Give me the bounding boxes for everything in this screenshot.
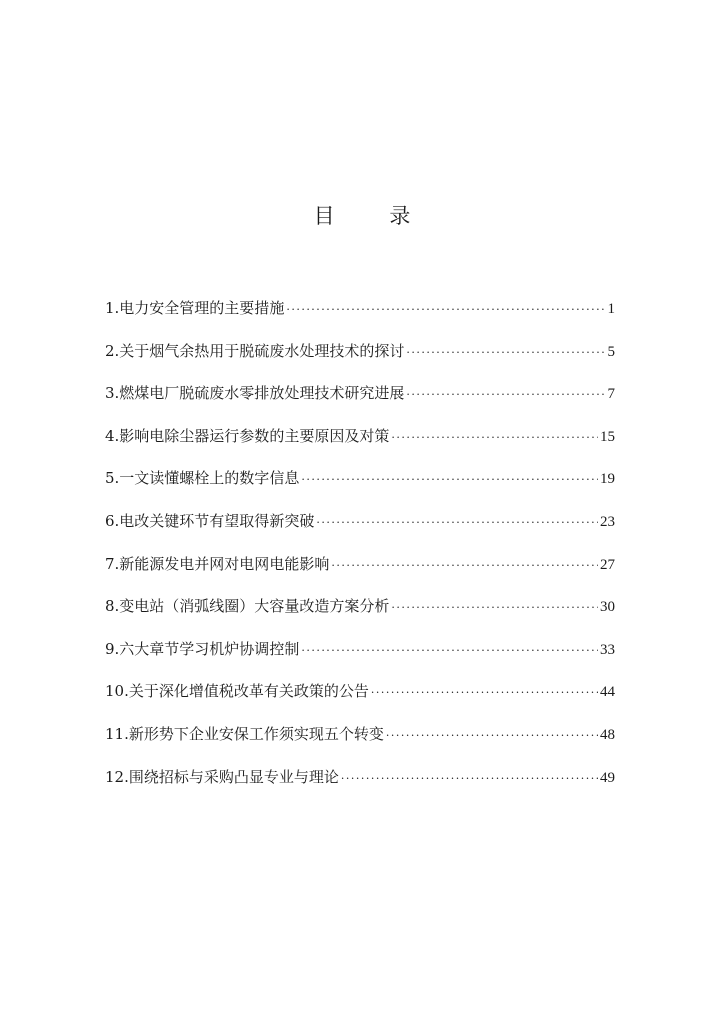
toc-page-number: 19: [600, 471, 615, 488]
toc-entry[interactable]: [105, 679, 615, 722]
toc-entry-title: 9.六大章节学习机炉协调控制: [105, 639, 300, 658]
toc-entry[interactable]: [105, 722, 615, 765]
toc-page-number: 23: [600, 513, 615, 530]
toc-entry[interactable]: [105, 765, 615, 808]
toc-page-number: 30: [600, 599, 615, 616]
toc-page-number: 49: [600, 769, 615, 786]
toc-entry-title: 11.新形势下企业安保工作须实现五个转变: [105, 724, 384, 743]
toc-dot-leader: [386, 724, 598, 748]
toc-dot-leader: [331, 554, 598, 578]
toc-entry-title: 1.电力安全管理的主要措施: [105, 299, 285, 317]
toc-entry[interactable]: [105, 552, 615, 595]
toc-dot-leader: [301, 468, 598, 492]
toc-entry-title: 10.关于深化增值税改革有关政策的公告: [105, 682, 369, 701]
toc-entry[interactable]: [105, 466, 615, 509]
toc-page-number: 44: [600, 684, 615, 701]
toc-dot-leader: [301, 639, 598, 663]
toc-dot-leader: [391, 426, 598, 450]
toc-dot-leader: [406, 341, 605, 365]
toc-entry-title: 6.电改关键环节有望取得新突破: [105, 511, 315, 530]
toc-dot-leader: [391, 596, 598, 620]
toc-entry[interactable]: [105, 381, 615, 424]
toc-entry-title: 12.围绕招标与采购凸显专业与理论: [105, 767, 339, 786]
toc-page-number: 33: [600, 641, 615, 658]
toc-entry-title: 3.燃煤电厂脱硫废水零排放处理技术研究进展: [105, 384, 405, 403]
toc-entry[interactable]: [105, 339, 615, 382]
toc-entry-title: 4.影响电除尘器运行参数的主要原因及对策: [105, 426, 390, 445]
toc-page-number: 1: [607, 301, 615, 317]
toc-entry-title: 7.新能源发电并网对电网电能影响: [105, 554, 330, 573]
toc-entry[interactable]: [105, 296, 615, 339]
toc-dot-leader: [316, 511, 598, 535]
toc-dot-leader: [406, 383, 605, 407]
toc-entry[interactable]: [105, 637, 615, 680]
toc-dot-leader: [371, 681, 598, 705]
toc-entry[interactable]: [105, 509, 615, 552]
toc-dot-leader: [286, 298, 605, 322]
toc-entry[interactable]: [105, 424, 615, 467]
toc-page-number: 5: [607, 343, 615, 360]
toc-entry-title: 2.关于烟气余热用于脱硫废水处理技术的探讨: [105, 341, 405, 360]
toc-entry-title: 5.一文读懂螺栓上的数字信息: [105, 469, 300, 488]
toc-page-number: 27: [600, 556, 615, 573]
toc-entry-title: 8.变电站（消弧线圈）大容量改造方案分析: [105, 597, 390, 616]
toc-entry[interactable]: [105, 594, 615, 637]
table-of-contents: [105, 296, 615, 807]
toc-page-number: 48: [600, 726, 615, 743]
toc-page-number: 7: [607, 386, 615, 403]
toc-page-number: 15: [600, 428, 615, 445]
toc-dot-leader: [341, 767, 598, 791]
page-title: 目 录: [313, 204, 435, 228]
